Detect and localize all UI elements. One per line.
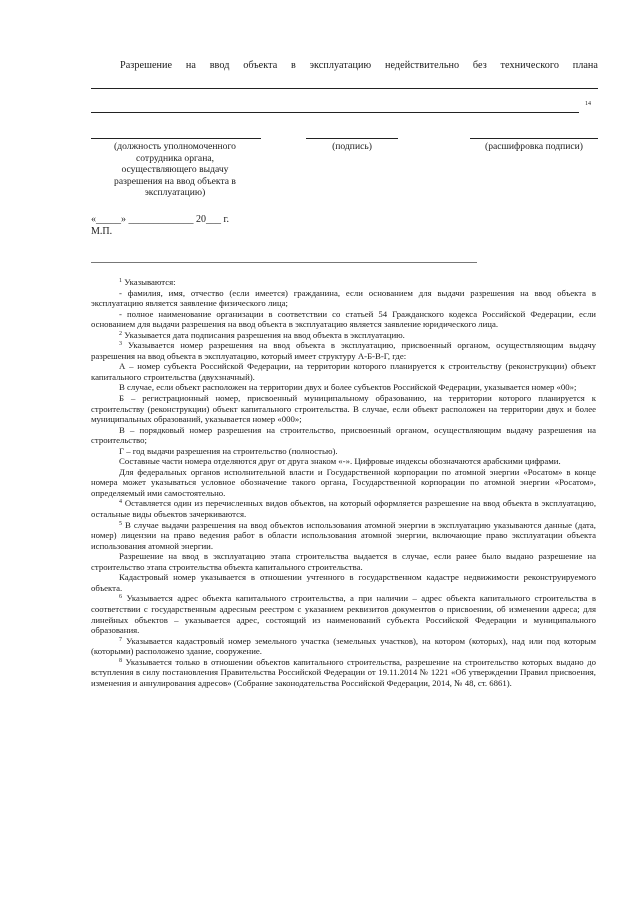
footnote-paragraph bbox=[91, 340, 596, 361]
stamp-place: М.П. bbox=[91, 226, 113, 237]
footnote-text: Составные части номера отделяются друг от друга знаком «-». Цифровые индексы обозначаются арабскими цифрами. bbox=[119, 456, 561, 467]
footnote-text: - фамилия, имя, отчество (если имеется) гражданина, если основанием для выдачи разрешения на ввод объекта в эксплуатацию является заявление физического лица; bbox=[91, 287, 596, 309]
footnote-paragraph bbox=[91, 520, 596, 552]
footnote-text: Указывается дата подписания разрешения на ввод объекта в эксплуатацию. bbox=[124, 329, 405, 340]
signature-caption: (подпись) bbox=[332, 141, 372, 152]
footnote-text: Указывается адрес объекта капитального строительства, а при наличии – адрес объекта капитального строительства в соответствии с государственным адресным реестром с указанием реквизитов документов о присвоении, об изменении адреса; для линейных объектов – указывается адрес, состоящий из наименований субъекта Российской Федерации и муниципального образования. bbox=[91, 593, 597, 636]
footnote-text: В случае, если объект расположен на территории двух и более субъектов Российской Федерации, указывается номер «00»; bbox=[119, 382, 577, 393]
footnote-text: Указывается номер разрешения на ввод объекта в эксплуатацию, присвоенный органом, осуществляющим выдачу разрешения на ввод объекта в эксплуатацию, который имеет структуру А-Б-В-Г, где: bbox=[91, 340, 597, 361]
footnote-paragraph bbox=[91, 446, 596, 457]
footnote-text: А – номер субъекта Российской Федерации, на территории которого планируется к строительству (реконструкции) объект капитального строительства (двухзначный). bbox=[91, 361, 596, 382]
signature-line bbox=[306, 138, 398, 139]
position-signature-line bbox=[91, 138, 261, 139]
footnote-number: 1 bbox=[119, 278, 122, 284]
footnote-paragraph bbox=[91, 330, 596, 341]
footnote-paragraph bbox=[91, 467, 596, 499]
footnote-paragraph bbox=[91, 636, 596, 657]
footnote-paragraph bbox=[91, 382, 596, 393]
footnote-number: 6 bbox=[119, 594, 122, 601]
footnotes bbox=[91, 277, 596, 688]
footnote-separator bbox=[91, 262, 477, 263]
footnote-text: Указываются: bbox=[124, 277, 176, 287]
footnote-paragraph bbox=[91, 277, 596, 288]
footnote-number: 4 bbox=[119, 499, 122, 506]
footnote-text: В – порядковый номер разрешения на строительство, присвоенный органом, осуществляющим выдачу разрешения на строительство; bbox=[91, 424, 596, 446]
footnote-text: Разрешение на ввод в эксплуатацию этапа строительства выдается в случае, если ранее было выдано разрешение на строительство этапа строительства объекта капитального строительства. bbox=[91, 551, 596, 572]
position-caption: (должность уполномоченного сотрудника органа, осуществляющего выдачу разрешения на ввод объекта в эксплуатацию) bbox=[114, 141, 236, 198]
footnote-paragraph bbox=[91, 456, 596, 467]
date-field: «_____» _____________ 20___ г. bbox=[91, 214, 229, 225]
footnote-number: 8 bbox=[119, 657, 122, 664]
footnote-number: 2 bbox=[119, 330, 122, 337]
footnote-text: Б – регистрационный номер, присвоенный муниципальному образованию, на территории которого планируется к строительству (реконструкции) объект капитального строительства. В случае, если объект расположен на территории двух и более муниципальных образований, указывается номер «000»; bbox=[91, 393, 596, 425]
footnote-text: Г – год выдачи разрешения на строительство (полностью). bbox=[119, 445, 338, 456]
footnote-paragraph bbox=[91, 593, 596, 635]
footnote-text: Для федеральных органов исполнительной власти и Государственной корпорации по атомной энергии «Росатом» в конце номера может указываться условное обозначение такого органа, Государственной корпорации по атомной энергии «Росатом», определяемый ими самостоятельно. bbox=[91, 466, 596, 498]
footnote-text: Оставляется один из перечисленных видов объектов, на который оформляется разрешение на ввод объекта в эксплуатацию, остальные виды объектов зачеркиваются. bbox=[91, 498, 597, 520]
footnote-paragraph bbox=[91, 551, 596, 572]
footnote-paragraph bbox=[91, 425, 596, 446]
blank-line-2 bbox=[91, 112, 579, 113]
footnote-paragraph bbox=[91, 309, 596, 330]
footnote-text: - полное наименование организации в соответствии со статьей 54 Гражданского кодекса Российской Федерации, если основанием для выдачи разрешения на ввод объекта в эксплуатацию является заявление юридического лица. bbox=[91, 308, 596, 330]
footnote-paragraph bbox=[91, 657, 596, 689]
footnote-number: 7 bbox=[119, 636, 122, 643]
footnote-number: 5 bbox=[119, 520, 122, 527]
footnote-text: В случае выдачи разрешения на ввод объектов использования атомной энергии в эксплуатацию указываются данные (дата, номер) лицензии на право ведения работ в области использования атомной энергии, включающие право эксплуатации объекта использования атомной энергии. bbox=[91, 519, 596, 551]
blank-line-1 bbox=[91, 88, 598, 89]
footnote-text: Указывается кадастровый номер земельного участка (земельных участков), на котором (которых), над или под которым (которыми) расположено здание, сооружение. bbox=[91, 635, 597, 657]
footnote-number: 3 bbox=[119, 341, 122, 348]
footnote-paragraph bbox=[91, 498, 596, 519]
footnote-paragraph bbox=[91, 393, 596, 425]
footnote-paragraph bbox=[91, 572, 596, 593]
footnote-paragraph bbox=[91, 288, 596, 309]
footnote-reference: 14 bbox=[585, 101, 591, 107]
technical-plan-statement: Разрешение на ввод объекта в эксплуатацию недействительно без технического плана bbox=[120, 60, 598, 71]
footnote-paragraph bbox=[91, 361, 596, 382]
decoding-signature-line bbox=[470, 138, 598, 139]
footnote-text: Кадастровый номер указывается в отношении учтенного в государственном кадастре недвижимости реконструируемого объекта. bbox=[91, 572, 596, 593]
decoding-caption: (расшифровка подписи) bbox=[485, 141, 583, 152]
footnote-text: Указывается только в отношении объектов капитального строительства, разрешение на строительство которых выдано до вступления в силу постановления Правительства Российской Федерации от 19.11.2014 № 1221 «Об утверждении Правил присвоения, изменения и аннулирования адресов» (Собрание законодательства Российской Федерации, 2014, № 48, ст. 6861). bbox=[91, 656, 596, 688]
